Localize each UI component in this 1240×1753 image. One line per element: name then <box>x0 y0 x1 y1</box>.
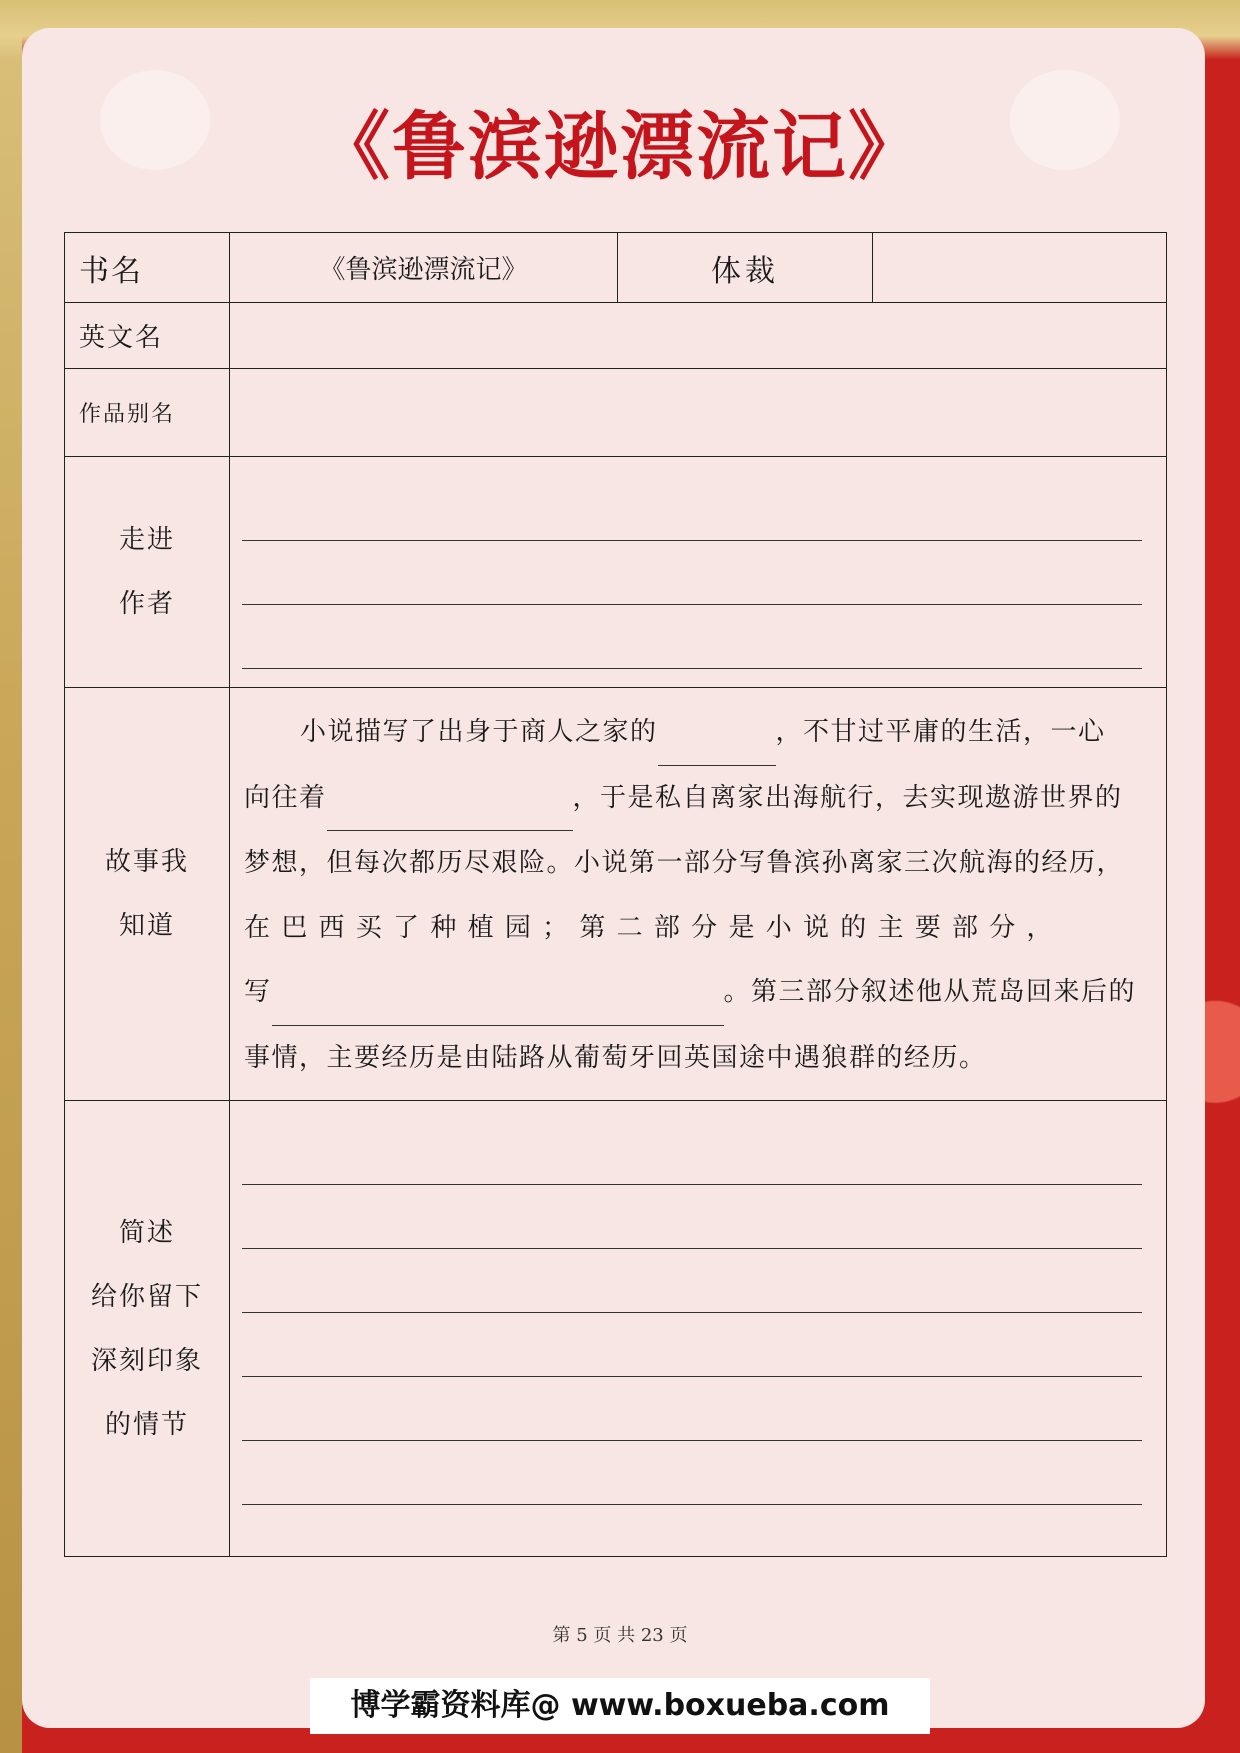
author-label-line-1: 走进 <box>118 525 175 555</box>
plot-label <box>65 1101 230 1557</box>
page-number: 第 5 页 共 23 页 <box>552 1625 688 1646</box>
story-text-p5-b: 。第三部分叙述他从荒岛回来后的 <box>723 977 1137 1007</box>
story-label <box>65 688 230 1101</box>
writing-line[interactable] <box>242 541 1142 605</box>
story-text-p4: 在 巴 西 买 了 种 植 园 ； 第 二 部 分 是 小 说 的 主 要 部 分 ， <box>244 912 1055 943</box>
row-story <box>65 688 1167 1101</box>
book-name-value: 《鲁滨逊漂流记》 <box>230 233 618 303</box>
book-name-label: 书名 <box>65 233 230 303</box>
plot-label-line-4: 的情节 <box>104 1409 189 1440</box>
story-text-p5-a: 写 <box>244 977 272 1007</box>
blank-protagonist[interactable] <box>658 700 776 766</box>
author-label <box>65 457 230 688</box>
story-text-p1-b: ，不甘过平庸的生活，一心 <box>775 717 1106 747</box>
plot-label-line-3: 深刻印象 <box>90 1345 203 1376</box>
author-lines[interactable] <box>230 457 1167 688</box>
author-label-line-2: 作者 <box>118 589 175 619</box>
writing-line[interactable] <box>242 1313 1142 1377</box>
plot-label-line-1: 简述 <box>118 1217 175 1248</box>
row-english-name <box>65 303 1167 369</box>
gold-border-left <box>0 0 22 1753</box>
blank-main-part[interactable] <box>272 960 724 1026</box>
row-alias <box>65 369 1167 457</box>
watermark: 博学霸资料库@ www.boxueba.com <box>310 1678 930 1734</box>
alias-field[interactable] <box>230 369 1167 457</box>
row-author <box>65 457 1167 688</box>
writing-line[interactable] <box>242 605 1142 669</box>
english-name-field[interactable] <box>230 303 1167 369</box>
plot-label-line-2: 给你留下 <box>90 1281 203 1312</box>
writing-line[interactable] <box>242 1441 1142 1505</box>
writing-line[interactable] <box>242 477 1142 541</box>
writing-line[interactable] <box>242 1185 1142 1249</box>
story-label-line-1: 故事我 <box>104 847 189 877</box>
story-text-p6: 事情，主要经历是由陆路从葡萄牙回英国途中遇狼群的经历。 <box>244 1042 987 1073</box>
writing-line[interactable] <box>242 1377 1142 1441</box>
story-text-p2-a: 向往着 <box>244 782 327 813</box>
blank-aspiration[interactable] <box>327 766 573 832</box>
story-text-p3: 梦想，但每次都历尽艰险。小说第一部分写鲁滨孙离家三次航海的经历， <box>244 848 1125 878</box>
plot-lines[interactable] <box>230 1101 1167 1557</box>
story-text-p1-a: 小说描写了出身于商人之家的 <box>300 717 658 747</box>
genre-label: 体裁 <box>618 233 873 303</box>
story-label-line-2: 知道 <box>118 911 175 941</box>
alias-label: 作品别名 <box>65 369 230 457</box>
story-text <box>230 688 1167 1101</box>
row-plot <box>65 1101 1167 1557</box>
english-name-label: 英文名 <box>65 303 230 369</box>
reading-card-table <box>64 232 1167 1557</box>
genre-field[interactable] <box>873 233 1167 303</box>
story-text-p2-b: ，于是私自离家出海航行，去实现遨游世界的 <box>572 782 1123 813</box>
page-title: 《鲁滨逊漂流记》 <box>316 104 924 190</box>
writing-line[interactable] <box>242 1249 1142 1313</box>
writing-line[interactable] <box>242 1121 1142 1185</box>
row-book-name <box>65 233 1167 303</box>
